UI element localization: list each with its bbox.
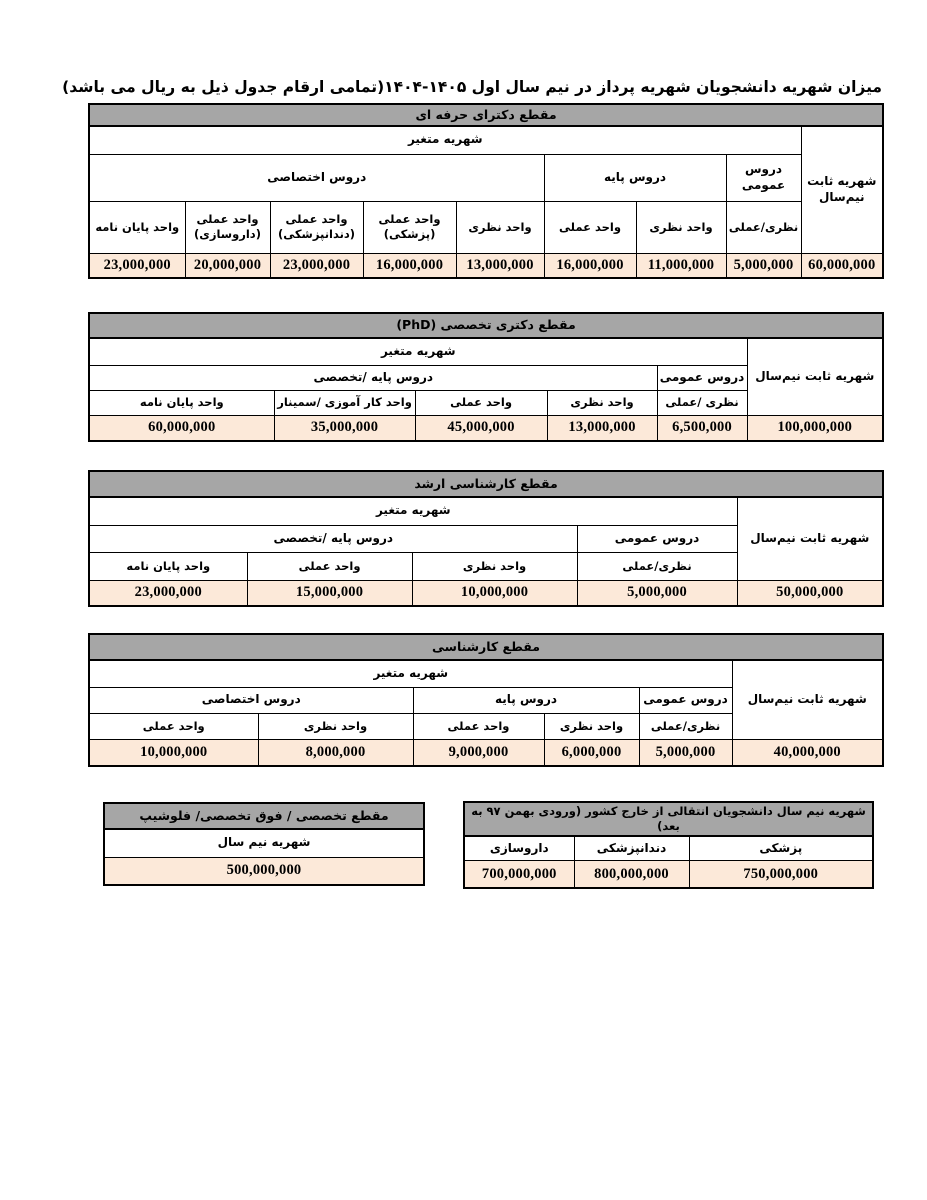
semester-tuition-value: 500,000,000 (104, 857, 424, 885)
group-general: دروس عمومی (639, 687, 732, 713)
fixed-tuition-value: 60,000,000 (801, 253, 883, 278)
unit-header: واحد عملی (داروسازی) (185, 201, 270, 253)
group-general: دروس عمومی (657, 365, 747, 390)
unit-value: 23,000,000 (89, 253, 185, 278)
fixed-tuition-label: شهریه ثابت نیم‌سال (801, 126, 883, 253)
unit-header: واحد عملی (89, 713, 258, 739)
table-phd (88, 312, 882, 440)
group-specialized: دروس اختصاصی (89, 687, 413, 713)
unit-value: 10,000,000 (89, 739, 258, 766)
unit-value: 20,000,000 (185, 253, 270, 278)
fixed-tuition-value: 40,000,000 (732, 739, 883, 766)
unit-header: نظری/عملی (639, 713, 732, 739)
group-general: دروس عمومی (577, 525, 737, 552)
semester-tuition-label: شهریه نیم سال (104, 829, 424, 857)
unit-value: 5,000,000 (726, 253, 801, 278)
fixed-tuition-value: 100,000,000 (747, 415, 883, 441)
unit-value: 11,000,000 (636, 253, 726, 278)
group-basic: دروس پایه (413, 687, 639, 713)
unit-header: واحد عملی (413, 713, 544, 739)
tuition-value-dentistry: 800,000,000 (574, 861, 689, 888)
unit-value: 8,000,000 (258, 739, 413, 766)
unit-header: واحد نظری (636, 201, 726, 253)
table-transfer-students (463, 801, 872, 882)
fixed-tuition-value: 50,000,000 (737, 580, 883, 606)
fixed-tuition-label: شهریه ثابت نیم‌سال (732, 660, 883, 739)
table-specialty-fellowship (103, 802, 425, 884)
page-title: میزان شهریه دانشجویان شهریه پرداز در نیم سال اول ۱۴۰۵-۱۴۰۴(تمامی ارقام جدول ذیل به ریال می باشد) (62, 78, 882, 96)
unit-header: واحد نظری (412, 552, 577, 580)
unit-value: 10,000,000 (412, 580, 577, 606)
group-basic-specialized: دروس پایه /تخصصی (89, 365, 657, 390)
unit-value: 5,000,000 (639, 739, 732, 766)
unit-header: واحد عملی (پزشکی) (363, 201, 456, 253)
unit-header: نظری/عملی (577, 552, 737, 580)
unit-header: نظری /عملی (657, 390, 747, 415)
unit-header: واحد عملی (415, 390, 547, 415)
tuition-value-pharmacy: 700,000,000 (464, 861, 574, 888)
unit-header: واحد نظری (456, 201, 544, 253)
table-masters (88, 470, 882, 605)
unit-value: 15,000,000 (247, 580, 412, 606)
column-header-dentistry: دندانپزشکی (574, 836, 689, 861)
fixed-tuition-label: شهریه ثابت نیم‌سال (737, 497, 883, 580)
unit-header: واحد پایان نامه (89, 552, 247, 580)
variable-tuition-label: شهریه متغیر (89, 338, 747, 365)
section-title: مقطع کارشناسی (89, 634, 883, 660)
unit-header: واحد عملی (دندانپزشکی) (270, 201, 363, 253)
unit-value: 60,000,000 (89, 415, 274, 441)
group-general: دروس عمومی (726, 154, 801, 201)
group-basic: دروس پایه (544, 154, 726, 201)
unit-header: واحد عملی (247, 552, 412, 580)
section-title: مقطع دکتری تخصصی (PhD) (89, 313, 883, 338)
column-header-medicine: پزشکی (689, 836, 873, 861)
unit-value: 6,500,000 (657, 415, 747, 441)
unit-value: 9,000,000 (413, 739, 544, 766)
unit-header: نظری/عملی (726, 201, 801, 253)
unit-value: 16,000,000 (544, 253, 636, 278)
tuition-value-medicine: 750,000,000 (689, 861, 873, 888)
unit-header: واحد پایان نامه (89, 390, 274, 415)
unit-value: 6,000,000 (544, 739, 639, 766)
unit-value: 23,000,000 (89, 580, 247, 606)
variable-tuition-label: شهریه متغیر (89, 497, 737, 525)
unit-header: واحد نظری (258, 713, 413, 739)
section-title: شهریه نیم سال دانشجویان انتقالی از خارج کشور (ورودی بهمن ۹۷ به بعد) (464, 802, 873, 836)
unit-value: 13,000,000 (456, 253, 544, 278)
unit-value: 16,000,000 (363, 253, 456, 278)
table-professional-doctorate (88, 103, 882, 277)
column-header-pharmacy: داروسازی (464, 836, 574, 861)
unit-header: واحد پایان نامه (89, 201, 185, 253)
unit-value: 45,000,000 (415, 415, 547, 441)
section-title: مقطع دکترای حرفه ای (89, 104, 883, 126)
section-title: مقطع تخصصی / فوق تخصصی/ فلوشیپ (104, 803, 424, 829)
unit-header: واحد نظری (547, 390, 657, 415)
unit-header: واحد عملی (544, 201, 636, 253)
unit-value: 13,000,000 (547, 415, 657, 441)
fixed-tuition-label: شهریه ثابت نیم‌سال (747, 338, 883, 415)
section-title: مقطع کارشناسی ارشد (89, 471, 883, 497)
unit-header: واحد کار آموزی /سمینار (274, 390, 415, 415)
group-specialized: دروس اختصاصی (89, 154, 544, 201)
unit-header: واحد نظری (544, 713, 639, 739)
table-bachelors (88, 633, 882, 765)
unit-value: 23,000,000 (270, 253, 363, 278)
variable-tuition-label: شهریه متغیر (89, 660, 732, 687)
variable-tuition-label: شهریه متغیر (89, 126, 801, 154)
unit-value: 5,000,000 (577, 580, 737, 606)
group-basic-specialized: دروس پایه /تخصصی (89, 525, 577, 552)
unit-value: 35,000,000 (274, 415, 415, 441)
